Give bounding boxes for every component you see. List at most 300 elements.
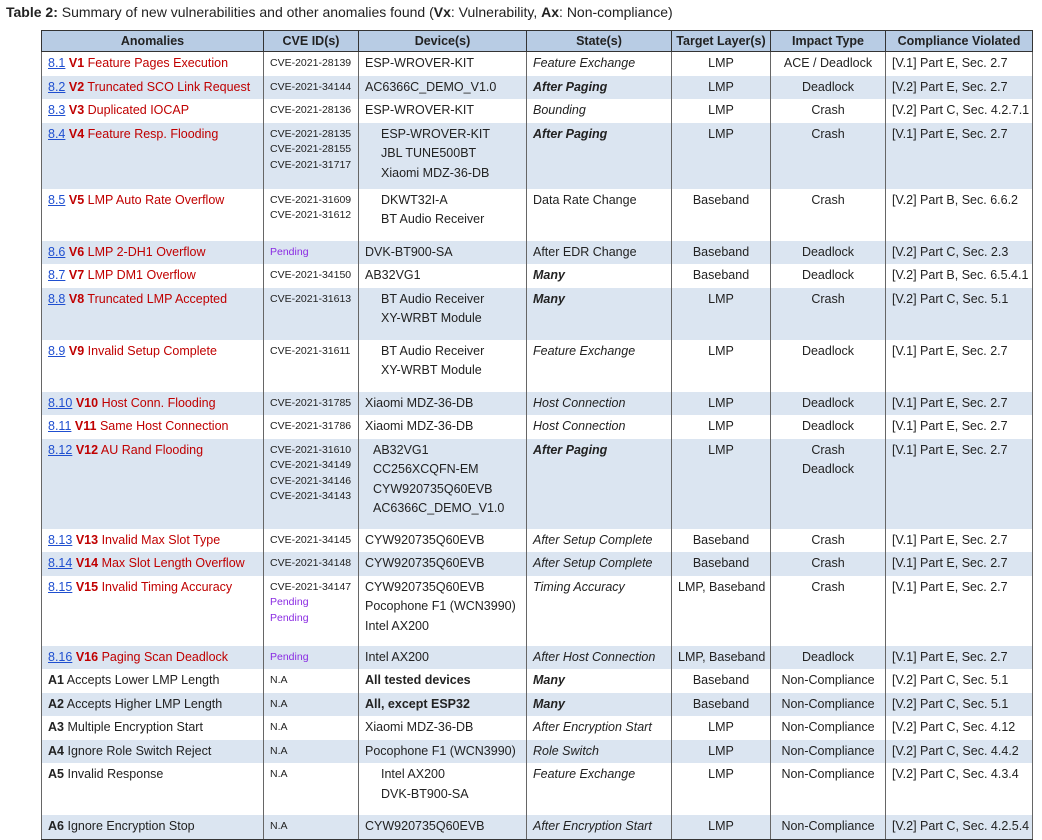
cve-id: N.A bbox=[270, 697, 288, 710]
devices-cell bbox=[359, 392, 527, 416]
anomaly-name: Same Host Connection bbox=[99, 419, 229, 433]
cve-id: CVE-2021-31786 bbox=[270, 420, 352, 432]
vulnerability-id: V4 bbox=[68, 126, 85, 141]
caption-label: Table 2: bbox=[6, 4, 58, 20]
anomaly-name: Host Conn. Flooding bbox=[101, 395, 216, 410]
cve-cell bbox=[264, 76, 359, 100]
device-name: XY-WRBT Module bbox=[381, 363, 482, 377]
table-row bbox=[42, 415, 1033, 439]
anomaly-cell bbox=[42, 392, 264, 416]
cve-id: CVE-2021-31612 bbox=[270, 209, 352, 221]
anomaly-cell bbox=[42, 288, 264, 340]
device-name: AB32VG1 bbox=[365, 268, 421, 282]
anomaly-cell bbox=[42, 815, 264, 839]
compliance-cell: [V.2] Part C, Sec. 2.3 bbox=[886, 241, 1033, 265]
impact-type: Deadlock bbox=[801, 395, 855, 410]
vulnerability-id: V9 bbox=[68, 343, 85, 358]
vulnerability-id: V6 bbox=[68, 244, 85, 259]
anomaly-name: Truncated SCO Link Request bbox=[87, 79, 251, 94]
devices-cell bbox=[359, 288, 527, 340]
compliance-cell: [V.1] Part E, Sec. 2.7 bbox=[886, 646, 1033, 670]
impact-type: Crash bbox=[811, 532, 845, 547]
devices-cell bbox=[359, 646, 527, 670]
cve-id: N.A bbox=[270, 674, 288, 686]
anomaly-name: LMP 2-DH1 Overflow bbox=[87, 244, 206, 259]
cve-id: N.A bbox=[270, 721, 288, 733]
cve-cell bbox=[264, 123, 359, 189]
table-row bbox=[42, 52, 1033, 76]
vulnerability-id: V14 bbox=[75, 556, 99, 570]
anomaly-name: Feature Pages Execution bbox=[87, 56, 229, 70]
cve-cell bbox=[264, 763, 359, 815]
pending-label: Pending bbox=[270, 611, 309, 624]
anomaly-cell bbox=[42, 552, 264, 576]
cve-cell bbox=[264, 740, 359, 764]
anomaly-cell bbox=[42, 646, 264, 670]
anomaly-id: A1 bbox=[48, 673, 64, 687]
anomaly-cell bbox=[42, 716, 264, 740]
state-cell: Feature Exchange bbox=[527, 52, 672, 76]
target-layer-cell: Baseband bbox=[672, 264, 771, 288]
devices-cell bbox=[359, 439, 527, 529]
anomaly-cell bbox=[42, 340, 264, 392]
anomaly-name: Accepts Higher LMP Length bbox=[66, 696, 223, 711]
anomalies-table bbox=[41, 30, 1033, 840]
anomaly-name: LMP Auto Rate Overflow bbox=[87, 192, 225, 207]
cve-cell bbox=[264, 99, 359, 123]
table-row bbox=[42, 392, 1033, 416]
section-link[interactable]: 8.11 bbox=[48, 419, 72, 433]
impact-type: Crash bbox=[811, 442, 845, 457]
impact-type: Deadlock bbox=[801, 79, 855, 94]
impact-cell bbox=[771, 529, 886, 553]
impact-type: Deadlock bbox=[801, 649, 855, 664]
anomaly-cell bbox=[42, 529, 264, 553]
state-cell: Bounding bbox=[527, 99, 672, 123]
compliance-cell: [V.2] Part C, Sec. 4.3.4 bbox=[886, 763, 1033, 815]
cve-id: CVE-2021-31613 bbox=[270, 292, 352, 305]
table-row bbox=[42, 693, 1033, 717]
impact-cell bbox=[771, 763, 886, 815]
cve-id: CVE-2021-28155 bbox=[270, 143, 352, 155]
state-cell: Many bbox=[527, 669, 672, 693]
header-target-layers: Target Layer(s) bbox=[672, 31, 771, 52]
impact-type: Non-Compliance bbox=[781, 673, 875, 687]
anomaly-cell bbox=[42, 415, 264, 439]
state-cell: Host Connection bbox=[527, 415, 672, 439]
anomaly-name: Multiple Encryption Start bbox=[67, 720, 203, 734]
impact-cell bbox=[771, 552, 886, 576]
cve-id: CVE-2021-31611 bbox=[270, 344, 351, 357]
device-name: XY-WRBT Module bbox=[381, 311, 482, 325]
impact-cell bbox=[771, 716, 886, 740]
impact-cell bbox=[771, 669, 886, 693]
cve-id: CVE-2021-34143 bbox=[270, 490, 352, 502]
cve-cell bbox=[264, 646, 359, 670]
devices-cell bbox=[359, 99, 527, 123]
impact-cell bbox=[771, 288, 886, 340]
device-name: ESP-WROVER-KIT bbox=[365, 56, 475, 70]
target-layer-cell: Baseband bbox=[672, 189, 771, 241]
cve-cell bbox=[264, 693, 359, 717]
target-layer-cell: LMP bbox=[672, 99, 771, 123]
pending-label: Pending bbox=[270, 650, 309, 663]
section-link[interactable]: 8.8 bbox=[48, 291, 66, 306]
devices-cell bbox=[359, 529, 527, 553]
device-name: All tested devices bbox=[365, 673, 471, 687]
impact-cell bbox=[771, 52, 886, 76]
cve-cell bbox=[264, 340, 359, 392]
impact-cell bbox=[771, 646, 886, 670]
compliance-cell: [V.2] Part C, Sec. 4.12 bbox=[886, 716, 1033, 740]
impact-cell bbox=[771, 740, 886, 764]
vulnerability-id: V7 bbox=[68, 268, 85, 282]
cve-id: CVE-2021-34150 bbox=[270, 269, 352, 281]
table-caption bbox=[6, 4, 673, 20]
cve-id: N.A bbox=[270, 820, 288, 832]
device-name: ESP-WROVER-KIT bbox=[381, 126, 491, 141]
impact-type: Non-Compliance bbox=[781, 743, 875, 758]
compliance-cell: [V.2] Part B, Sec. 6.5.4.1 bbox=[886, 264, 1033, 288]
target-layer-cell: LMP bbox=[672, 763, 771, 815]
device-name: BT Audio Receiver bbox=[381, 343, 485, 358]
section-link[interactable]: 8.9 bbox=[48, 343, 66, 358]
section-link[interactable]: 8.13 bbox=[48, 532, 73, 547]
impact-cell bbox=[771, 99, 886, 123]
impact-cell bbox=[771, 415, 886, 439]
device-name: Intel AX200 bbox=[365, 649, 429, 664]
state-cell: Timing Accuracy bbox=[527, 576, 672, 646]
cve-id: CVE-2021-34147 bbox=[270, 580, 352, 593]
section-link[interactable]: 8.15 bbox=[48, 579, 73, 594]
anomaly-cell bbox=[42, 99, 264, 123]
state-cell: After EDR Change bbox=[527, 241, 672, 265]
impact-type: Non-Compliance bbox=[781, 767, 875, 781]
target-layer-cell: LMP bbox=[672, 392, 771, 416]
state-cell: Feature Exchange bbox=[527, 340, 672, 392]
header-cve-ids: CVE ID(s) bbox=[264, 31, 359, 52]
section-link[interactable]: 8.3 bbox=[48, 103, 66, 117]
cve-id: CVE-2021-31610 bbox=[270, 443, 352, 456]
table-row bbox=[42, 189, 1033, 241]
device-name: Xiaomi MDZ-36-DB bbox=[365, 419, 474, 433]
anomaly-name: Truncated LMP Accepted bbox=[87, 291, 228, 306]
anomaly-name: Ignore Role Switch Reject bbox=[67, 743, 212, 758]
anomaly-name: Paging Scan Deadlock bbox=[101, 649, 229, 664]
device-name: AB32VG1 bbox=[373, 442, 429, 457]
compliance-cell: [V.1] Part E, Sec. 2.7 bbox=[886, 52, 1033, 76]
vulnerability-id: V10 bbox=[75, 395, 99, 410]
anomaly-id: A3 bbox=[48, 720, 64, 734]
devices-cell bbox=[359, 415, 527, 439]
state-cell: After Setup Complete bbox=[527, 552, 672, 576]
anomaly-name: LMP DM1 Overflow bbox=[87, 268, 196, 282]
compliance-cell: [V.2] Part C, Sec. 5.1 bbox=[886, 669, 1033, 693]
impact-type: Crash bbox=[811, 556, 845, 570]
vulnerability-id: V8 bbox=[68, 291, 85, 306]
table-row bbox=[42, 576, 1033, 646]
device-name: Intel AX200 bbox=[381, 767, 445, 781]
cve-id: CVE-2021-28135 bbox=[270, 127, 352, 140]
state-cell: Data Rate Change bbox=[527, 189, 672, 241]
compliance-cell: [V.1] Part E, Sec. 2.7 bbox=[886, 439, 1033, 529]
device-name: CYW920735Q60EVB bbox=[365, 579, 485, 594]
table-row bbox=[42, 288, 1033, 340]
state-cell: Many bbox=[527, 288, 672, 340]
anomaly-cell bbox=[42, 189, 264, 241]
anomaly-cell bbox=[42, 264, 264, 288]
compliance-cell: [V.1] Part E, Sec. 2.7 bbox=[886, 529, 1033, 553]
table-row bbox=[42, 76, 1033, 100]
section-link[interactable]: 8.10 bbox=[48, 395, 73, 410]
state-cell: After Host Connection bbox=[527, 646, 672, 670]
state-cell: Many bbox=[527, 693, 672, 717]
anomaly-id: A6 bbox=[48, 819, 64, 833]
state-cell: After Paging bbox=[527, 123, 672, 189]
state-cell: After Setup Complete bbox=[527, 529, 672, 553]
cve-cell bbox=[264, 415, 359, 439]
vulnerability-id: V2 bbox=[68, 79, 85, 94]
impact-type: ACE / Deadlock bbox=[783, 56, 873, 70]
impact-type: Deadlock bbox=[801, 462, 855, 476]
anomaly-cell bbox=[42, 439, 264, 529]
devices-cell bbox=[359, 576, 527, 646]
table-row bbox=[42, 552, 1033, 576]
anomaly-name: Max Slot Length Overflow bbox=[101, 556, 245, 570]
cve-cell bbox=[264, 392, 359, 416]
cve-id: N.A bbox=[270, 744, 288, 757]
impact-cell bbox=[771, 439, 886, 529]
table-row bbox=[42, 815, 1033, 839]
cve-cell bbox=[264, 52, 359, 76]
section-link[interactable]: 8.7 bbox=[48, 268, 66, 282]
compliance-cell: [V.2] Part C, Sec. 4.2.7.1 bbox=[886, 99, 1033, 123]
section-link[interactable]: 8.6 bbox=[48, 244, 66, 259]
compliance-cell: [V.2] Part E, Sec. 2.7 bbox=[886, 76, 1033, 100]
anomaly-cell bbox=[42, 576, 264, 646]
table-row bbox=[42, 763, 1033, 815]
vulnerability-id: V11 bbox=[74, 419, 97, 433]
anomaly-cell bbox=[42, 693, 264, 717]
anomaly-name: Invalid Timing Accuracy bbox=[101, 579, 233, 594]
compliance-cell: [V.1] Part E, Sec. 2.7 bbox=[886, 576, 1033, 646]
device-name: Pocophone F1 (WCN3990) bbox=[365, 743, 516, 758]
caption-text-1: Summary of new vulnerabilities and other anomalies found ( bbox=[57, 4, 434, 20]
device-name: CYW920735Q60EVB bbox=[365, 819, 485, 833]
impact-cell bbox=[771, 576, 886, 646]
devices-cell bbox=[359, 669, 527, 693]
device-name: Xiaomi MDZ-36-DB bbox=[365, 720, 474, 734]
table-row bbox=[42, 439, 1033, 529]
impact-cell bbox=[771, 241, 886, 265]
impact-type: Crash bbox=[811, 126, 845, 141]
anomaly-id: A5 bbox=[48, 767, 64, 781]
impact-type: Crash bbox=[811, 291, 845, 306]
devices-cell bbox=[359, 815, 527, 839]
target-layer-cell: LMP bbox=[672, 815, 771, 839]
devices-cell bbox=[359, 552, 527, 576]
impact-type: Non-Compliance bbox=[781, 819, 875, 833]
cve-cell bbox=[264, 716, 359, 740]
target-layer-cell: LMP bbox=[672, 76, 771, 100]
state-cell: Feature Exchange bbox=[527, 763, 672, 815]
device-name: ESP-WROVER-KIT bbox=[365, 103, 475, 117]
caption-text-3: : Non-compliance) bbox=[559, 4, 673, 20]
impact-cell bbox=[771, 264, 886, 288]
anomaly-cell bbox=[42, 763, 264, 815]
anomaly-cell bbox=[42, 76, 264, 100]
device-name: BT Audio Receiver bbox=[381, 291, 485, 306]
target-layer-cell: Baseband bbox=[672, 529, 771, 553]
cve-id: CVE-2021-31717 bbox=[270, 158, 352, 171]
device-name: All, except ESP32 bbox=[365, 696, 470, 711]
target-layer-cell: LMP bbox=[672, 716, 771, 740]
section-link[interactable]: 8.2 bbox=[48, 79, 66, 94]
section-link[interactable]: 8.4 bbox=[48, 126, 66, 141]
state-cell: After Encryption Start bbox=[527, 815, 672, 839]
impact-type: Non-Compliance bbox=[781, 696, 875, 711]
devices-cell bbox=[359, 123, 527, 189]
device-name: AC6366C_DEMO_V1.0 bbox=[365, 79, 497, 94]
compliance-cell: [V.2] Part C, Sec. 4.2.5.4 bbox=[886, 815, 1033, 839]
vulnerability-id: V13 bbox=[75, 532, 99, 547]
vulnerability-id: V16 bbox=[75, 649, 99, 664]
cve-cell bbox=[264, 288, 359, 340]
anomaly-id: A2 bbox=[48, 696, 64, 711]
device-name: AC6366C_DEMO_V1.0 bbox=[373, 501, 505, 515]
device-name: Xiaomi MDZ-36-DB bbox=[381, 165, 490, 180]
compliance-cell: [V.2] Part C, Sec. 4.4.2 bbox=[886, 740, 1033, 764]
impact-cell bbox=[771, 693, 886, 717]
section-link[interactable]: 8.16 bbox=[48, 649, 73, 664]
target-layer-cell: LMP bbox=[672, 740, 771, 764]
compliance-cell: [V.1] Part E, Sec. 2.7 bbox=[886, 340, 1033, 392]
cve-id: CVE-2021-31785 bbox=[270, 396, 352, 409]
cve-id: CVE-2021-31609 bbox=[270, 193, 352, 206]
target-layer-cell: Baseband bbox=[672, 552, 771, 576]
device-name: BT Audio Receiver bbox=[381, 212, 485, 226]
impact-cell bbox=[771, 340, 886, 392]
anomaly-cell bbox=[42, 123, 264, 189]
impact-type: Deadlock bbox=[801, 343, 855, 358]
device-name: DVK-BT900-SA bbox=[381, 786, 469, 801]
anomaly-name: Feature Resp. Flooding bbox=[87, 126, 219, 141]
cve-id: CVE-2021-34149 bbox=[270, 459, 352, 471]
target-layer-cell: LMP bbox=[672, 340, 771, 392]
device-name: JBL TUNE500BT bbox=[381, 146, 477, 160]
compliance-cell: [V.2] Part B, Sec. 6.6.2 bbox=[886, 189, 1033, 241]
header-states: State(s) bbox=[527, 31, 672, 52]
anomaly-name: Invalid Response bbox=[67, 767, 164, 781]
devices-cell bbox=[359, 740, 527, 764]
section-link[interactable]: 8.12 bbox=[48, 442, 73, 457]
device-name: CYW920735Q60EVB bbox=[373, 481, 493, 496]
compliance-cell: [V.1] Part E, Sec. 2.7 bbox=[886, 392, 1033, 416]
devices-cell bbox=[359, 716, 527, 740]
header-compliance-violated: Compliance Violated bbox=[886, 31, 1033, 52]
section-link[interactable]: 8.14 bbox=[48, 556, 73, 570]
table-row bbox=[42, 241, 1033, 265]
pending-label: Pending bbox=[270, 596, 309, 608]
table-row bbox=[42, 529, 1033, 553]
compliance-cell: [V.2] Part C, Sec. 5.1 bbox=[886, 693, 1033, 717]
state-cell: After Paging bbox=[527, 439, 672, 529]
header-impact-type: Impact Type bbox=[771, 31, 886, 52]
cve-id: N.A bbox=[270, 768, 288, 780]
compliance-cell: [V.1] Part E, Sec. 2.7 bbox=[886, 415, 1033, 439]
impact-type: Deadlock bbox=[801, 419, 855, 433]
anomaly-cell bbox=[42, 52, 264, 76]
compliance-cell: [V.1] Part E, Sec. 2.7 bbox=[886, 123, 1033, 189]
state-cell: After Encryption Start bbox=[527, 716, 672, 740]
anomaly-cell bbox=[42, 669, 264, 693]
impact-cell bbox=[771, 392, 886, 416]
vulnerability-id: V3 bbox=[68, 103, 85, 117]
table-row bbox=[42, 99, 1033, 123]
cve-cell bbox=[264, 241, 359, 265]
anomaly-name: Invalid Setup Complete bbox=[87, 343, 217, 358]
device-name: DVK-BT900-SA bbox=[365, 244, 453, 259]
anomaly-name: Ignore Encryption Stop bbox=[67, 819, 195, 833]
table-row bbox=[42, 646, 1033, 670]
vulnerability-id: V15 bbox=[75, 579, 99, 594]
cve-id: CVE-2021-28139 bbox=[270, 57, 352, 69]
cve-id: CVE-2021-34145 bbox=[270, 533, 352, 546]
cve-cell bbox=[264, 576, 359, 646]
cve-cell bbox=[264, 669, 359, 693]
state-cell: Role Switch bbox=[527, 740, 672, 764]
devices-cell bbox=[359, 76, 527, 100]
anomaly-name: Accepts Lower LMP Length bbox=[66, 673, 220, 687]
caption-ax: Ax bbox=[541, 4, 560, 20]
impact-type: Deadlock bbox=[801, 268, 855, 282]
target-layer-cell: Baseband bbox=[672, 241, 771, 265]
device-name: DKWT32I-A bbox=[381, 192, 448, 207]
state-cell: Host Connection bbox=[527, 392, 672, 416]
devices-cell bbox=[359, 264, 527, 288]
device-name: Intel AX200 bbox=[365, 618, 429, 633]
impact-cell bbox=[771, 815, 886, 839]
header-anomalies: Anomalies bbox=[42, 31, 264, 52]
state-cell: After Paging bbox=[527, 76, 672, 100]
impact-type: Crash bbox=[811, 103, 845, 117]
impact-cell bbox=[771, 76, 886, 100]
cve-id: CVE-2021-34146 bbox=[270, 474, 352, 487]
device-name: CYW920735Q60EVB bbox=[365, 532, 485, 547]
devices-cell bbox=[359, 52, 527, 76]
vulnerability-id: V12 bbox=[75, 442, 99, 457]
cve-cell bbox=[264, 552, 359, 576]
devices-cell bbox=[359, 763, 527, 815]
table-header-row bbox=[42, 31, 1033, 52]
table-row bbox=[42, 740, 1033, 764]
target-layer-cell: Baseband bbox=[672, 693, 771, 717]
target-layer-cell: LMP bbox=[672, 288, 771, 340]
impact-type: Deadlock bbox=[801, 244, 855, 259]
devices-cell bbox=[359, 241, 527, 265]
table-body bbox=[42, 52, 1033, 840]
section-link[interactable]: 8.1 bbox=[48, 56, 66, 70]
section-link[interactable]: 8.5 bbox=[48, 192, 66, 207]
cve-cell bbox=[264, 529, 359, 553]
device-name: Xiaomi MDZ-36-DB bbox=[365, 395, 474, 410]
target-layer-cell: LMP bbox=[672, 123, 771, 189]
caption-vx: Vx bbox=[433, 4, 451, 20]
vulnerability-id: V5 bbox=[68, 192, 85, 207]
caption-text-2: : Vulnerability, bbox=[450, 4, 542, 20]
impact-type: Crash bbox=[811, 192, 845, 207]
target-layer-cell: LMP bbox=[672, 415, 771, 439]
